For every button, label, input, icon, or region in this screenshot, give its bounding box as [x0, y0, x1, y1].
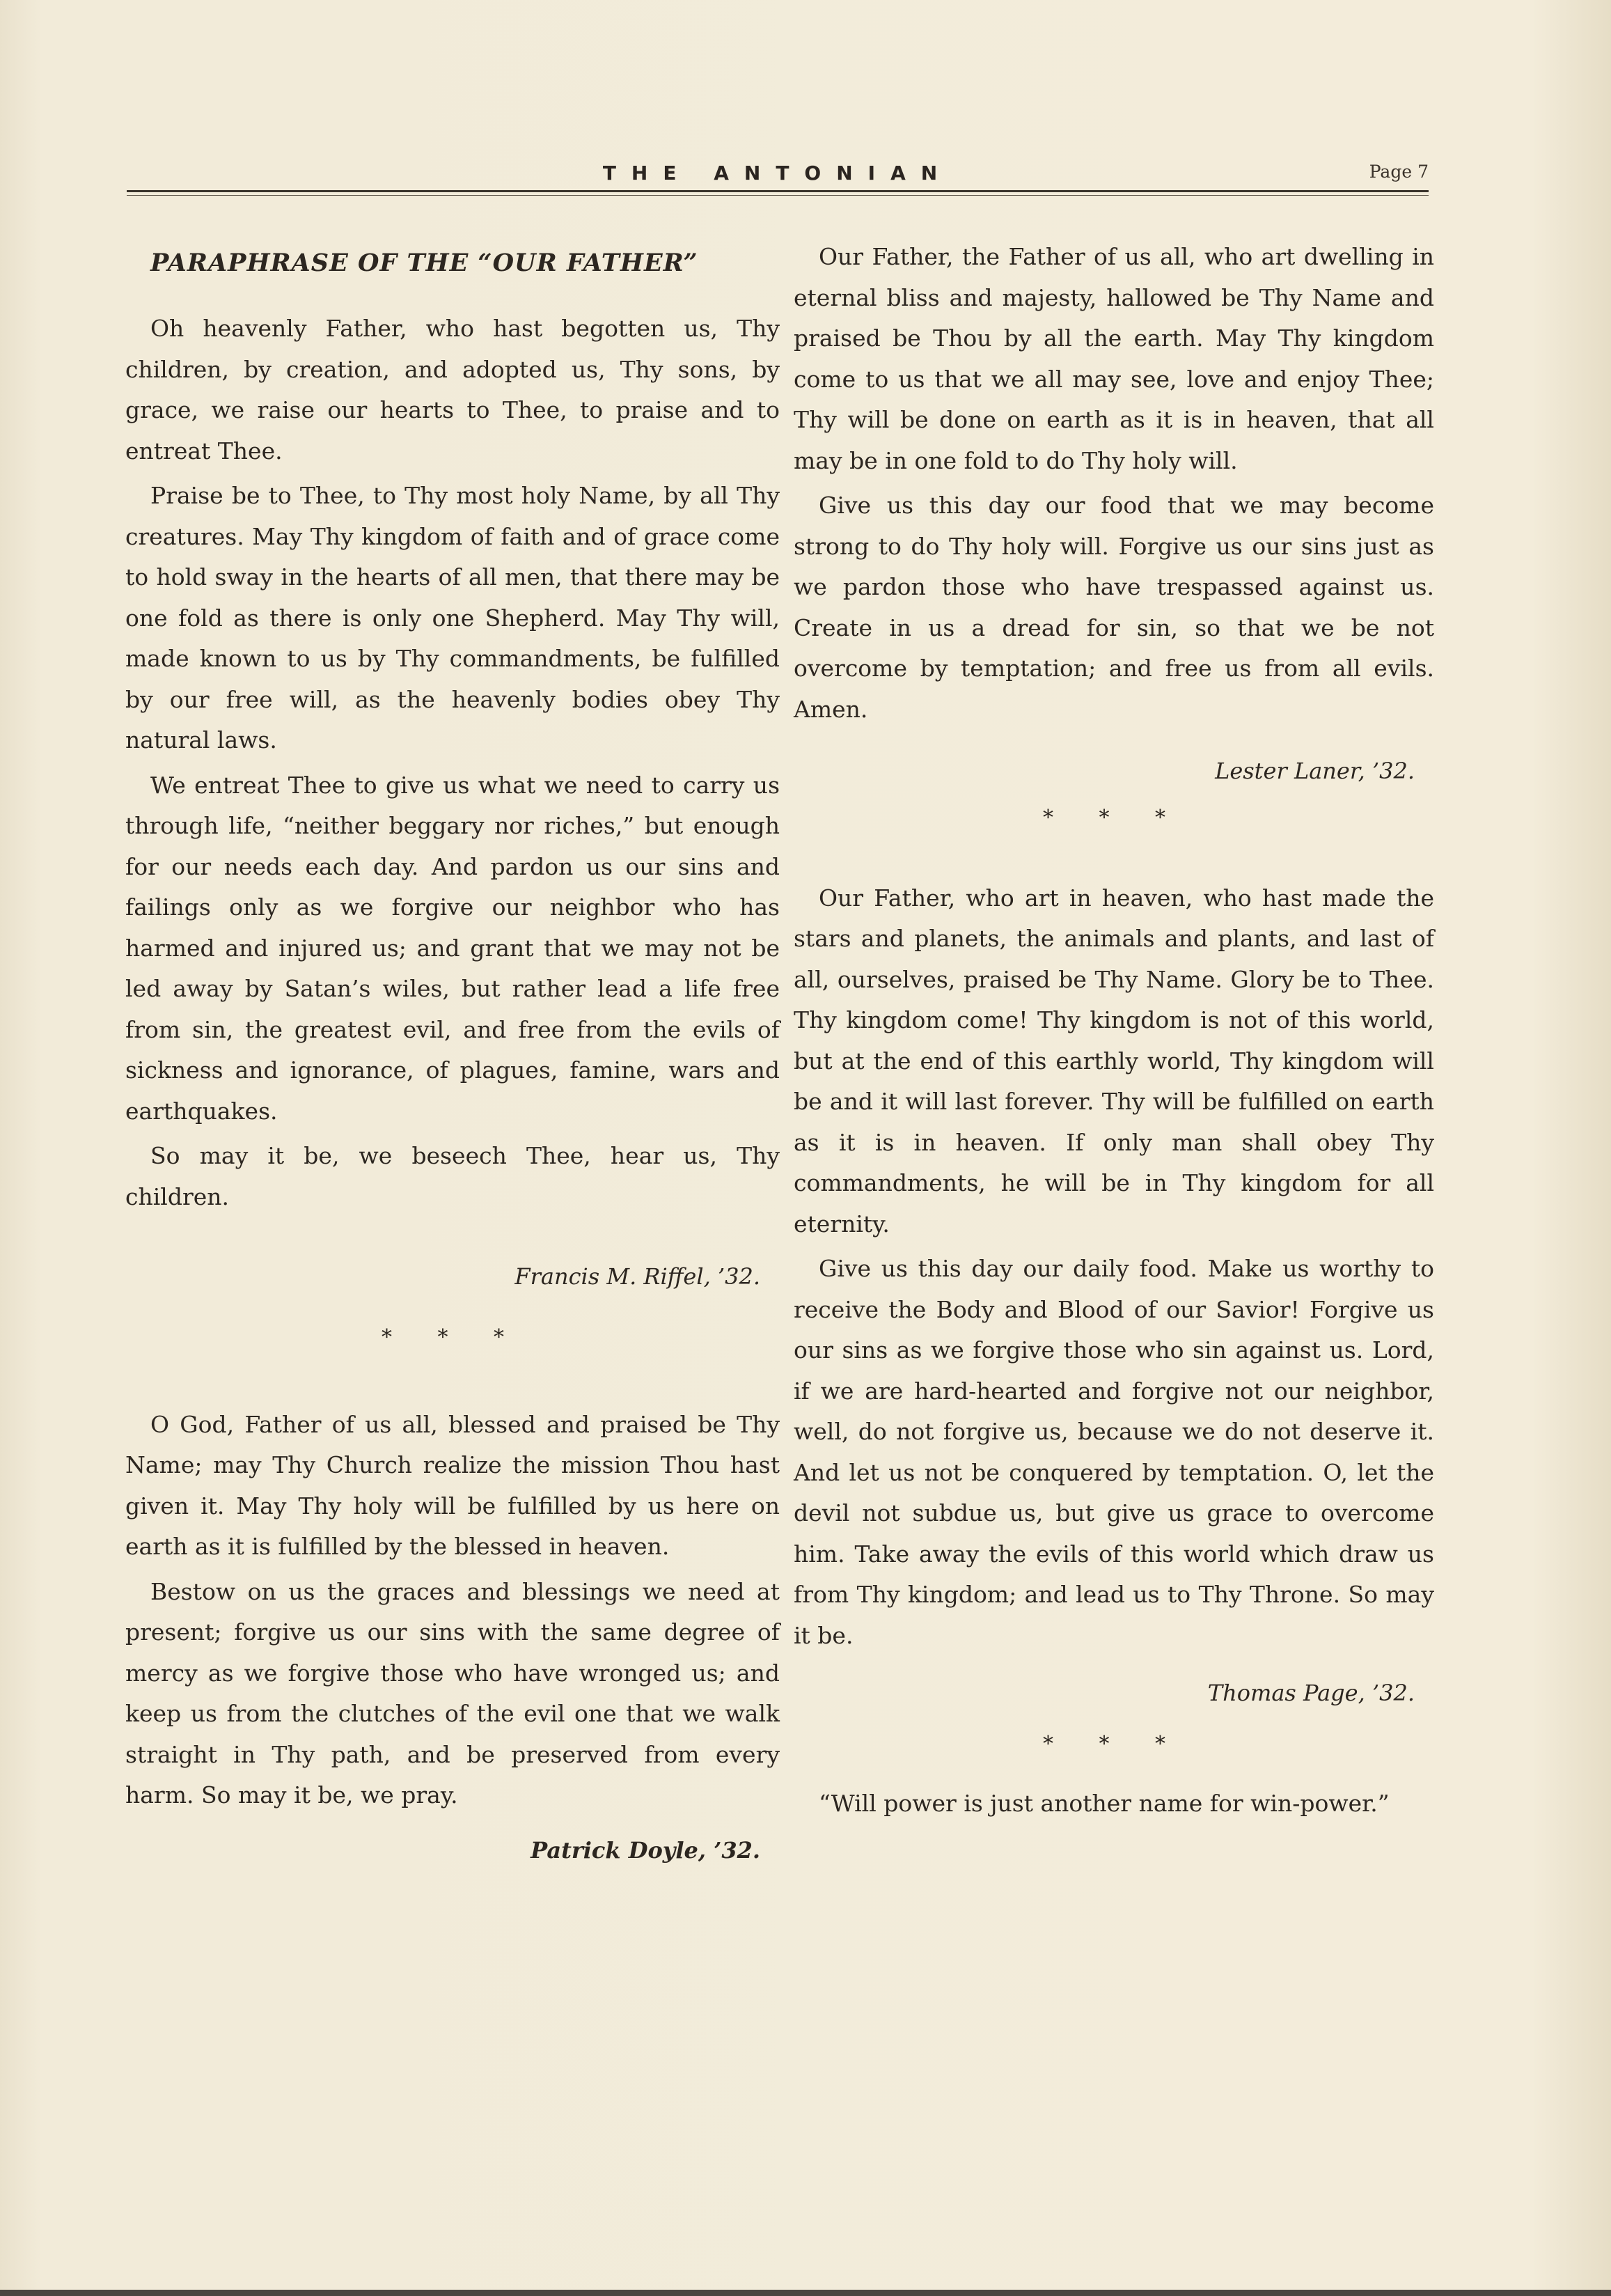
paragraph: We entreat Thee to give us what we need to carry us through life, “neither beggary nor riches,” but enough for our needs each day. And pardon us our sins and failings only as we forgive our neighbor who has harmed and injured us; and grant that we may not be led away by Satan’s wiles, but rather lead a life free from sin, the greatest evil, and free from the evils of sickness and ignorance, of plagues, famine, wars and earthquakes.	[125, 771, 780, 1125]
paragraph: Praise be to Thee, to Thy most holy Name, by all Thy creatures. May Thy kingdom of faith and of grace come to hold sway in the hearts of all men, that there may be one fold as there is only one Shepherd. May Thy will, made known to us by Thy commandments, be fulfilled by our free will, as the heavenly bodies obey Thy natural laws.	[125, 482, 780, 753]
header-rule-thin	[127, 195, 1429, 196]
right-column	[794, 237, 1434, 1824]
paragraph: O God, Father of us all, blessed and praised be Thy Name; may Thy Church realize the mission Thou hast given it. May Thy holy will be fulfilled by us here on earth as it is fulfilled by the blessed in heaven.	[125, 1410, 780, 1560]
paragraph: So may it be, we beseech Thee, hear us, Thy children.	[125, 1142, 780, 1210]
author-signature: Lester Laner, ’32.	[1215, 758, 1415, 784]
prayer-doyle	[125, 1405, 780, 1871]
paragraph: Our Father, the Father of us all, who art dwelling in eternal bliss and majesty, hallowed be Thy Name and praised be Thou by all the earth. May Thy kingdom come to us that we all may see, love and enjoy Thee; Thy will be done on earth as it is in heaven, that all may be in one fold to do Thy holy will.	[794, 243, 1434, 474]
page-number: Page 7	[1369, 162, 1429, 182]
prayer-page	[794, 878, 1434, 1714]
paragraph: Oh heavenly Father, who hast begotten us, Thy children, by creation, and adopted us, Thy sons, by grace, we raise our hearts to Thee, to praise and to entreat Thee.	[125, 315, 780, 464]
closing-quote: “Will power is just another name for win-power.”	[819, 1789, 1390, 1817]
left-column	[125, 237, 780, 1871]
header-rule	[127, 190, 1429, 192]
section-divider: * * *	[381, 1325, 524, 1350]
publication-title: THE ANTONIAN	[602, 162, 953, 185]
author-signature: Francis M. Riffel, ’32.	[514, 1263, 760, 1290]
author-signature: Patrick Doyle, ’32.	[531, 1836, 760, 1864]
paragraph: Bestow on us the graces and blessings we need at present; forgive us our sins with the same degree of mercy as we forgive those who have wronged us; and keep us from the clutches of the evil one that we walk straight in Thy path, and be preserved from every harm. So may it be, we pray.	[125, 1577, 780, 1809]
prayer-riffel	[125, 309, 780, 1297]
paragraph: Give us this day our daily food. Make us worthy to receive the Body and Blood of our Savior! Forgive us our sins as we forgive those who sin against us. Lord, if we are hard-hearted and forgive not our neighbor, well, do not forgive us, because we do not deserve it. And let us not be conquered by temptation. O, let the devil not subdue us, but give us grace to overcome him. Take away the evils of this world which draw us from Thy kingdom; and lead us to Thy Throne. So may it be.	[794, 1255, 1434, 1649]
article-heading: PARAPHRASE OF THE “OUR FATHER”	[150, 249, 698, 277]
paragraph: Give us this day our food that we may become strong to do Thy holy will. Forgive us our sins just as we pardon those who have trespassed against us. Create in us a dread for sin, so that we be not overcome by temptation; and free us from all evils. Amen.	[794, 492, 1434, 723]
section-divider: * * *	[1042, 806, 1186, 830]
section-divider: * * *	[1042, 1732, 1186, 1756]
author-signature: Thomas Page, ’32.	[1207, 1680, 1415, 1706]
paragraph: Our Father, who art in heaven, who hast made the stars and planets, the animals and plants, and last of all, ourselves, praised be Thy Name. Glory be to Thee. Thy kingdom come! Thy kingdom is not of this world, but at the end of this earthly world, Thy kingdom will be and it will last forever. Thy will be fulfilled on earth as it is in heaven. If only man shall obey Thy commandments, he will be in Thy kingdom for all eternity.	[794, 884, 1434, 1237]
prayer-laner	[794, 237, 1434, 791]
page-bottom-edge	[0, 2290, 1611, 2296]
